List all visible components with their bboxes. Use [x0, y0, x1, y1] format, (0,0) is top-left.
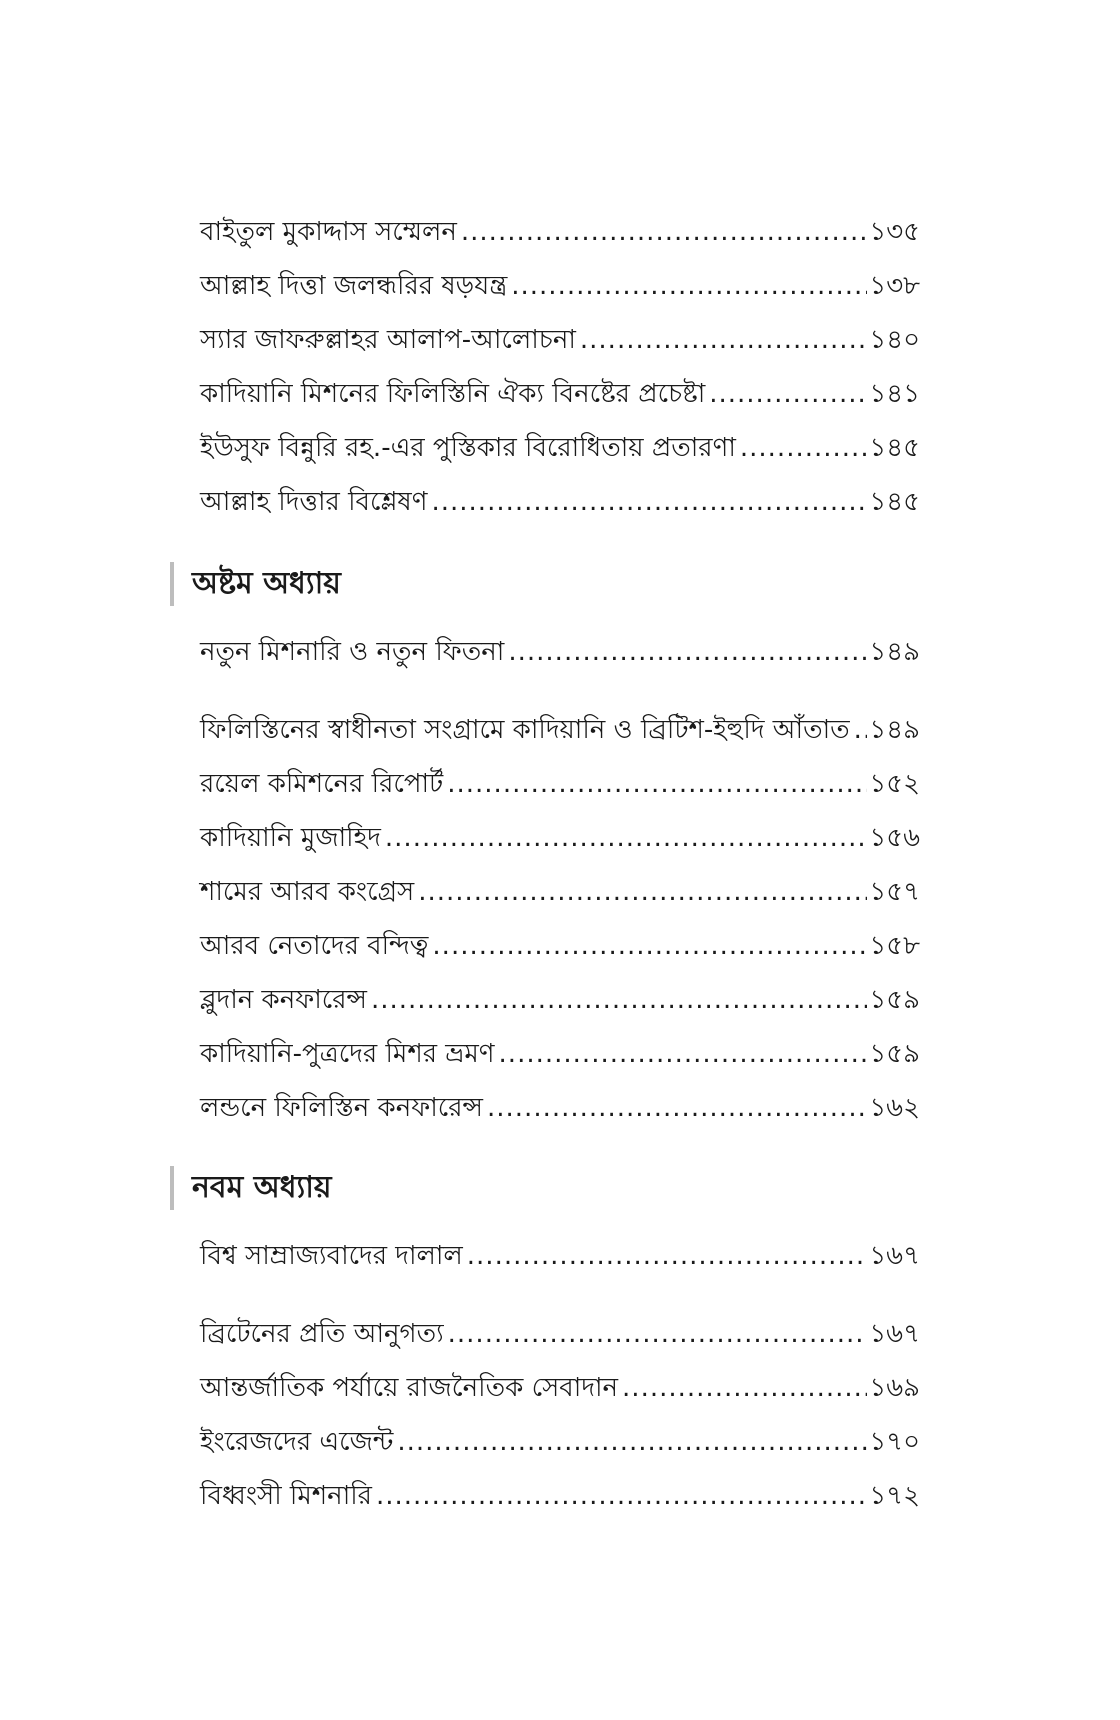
toc-entry-page: ১৪৯: [869, 715, 920, 745]
dot-leader: [397, 1422, 867, 1462]
toc-entry: [200, 482, 920, 522]
chapter-heading: অষ্টম অধ্যায়: [170, 562, 341, 606]
toc-entry-page: ১৫২: [869, 769, 920, 799]
dot-leader: [448, 1314, 868, 1354]
toc-entry-page: ১৭২: [869, 1481, 920, 1511]
toc-entry-title: কাদিয়ানি মুজাহিদ: [200, 823, 381, 853]
toc-entry: [200, 818, 920, 858]
toc-entry-page: ১৬৭: [869, 1319, 920, 1349]
dot-leader: [580, 320, 867, 360]
toc-entry-title: ইংরেজদের এজেন্ট: [200, 1427, 394, 1457]
toc-entry-title: ফিলিস্তিনের স্বাধীনতা সংগ্রামে কাদিয়ানি ও ব্রিটিশ-ইহুদি আঁতাত: [200, 715, 850, 745]
dot-leader: [461, 212, 867, 252]
toc-entry-page: ১৪১: [869, 379, 920, 409]
dot-leader: [431, 482, 867, 522]
toc-entry: [200, 1034, 920, 1074]
dot-leader: [432, 926, 867, 966]
dot-leader: [499, 1034, 868, 1074]
toc-entry-title: রয়েল কমিশনের রিপোর্ট: [200, 769, 444, 799]
toc-entry: [200, 1422, 920, 1462]
toc-entry-title: বিশ্ব সাম্রাজ্যবাদের দালাল: [200, 1241, 463, 1271]
toc-entry: [200, 212, 920, 252]
dot-leader: [371, 980, 867, 1020]
toc-entry-title: আরব নেতাদের বন্দিত্ব: [200, 931, 429, 961]
chapter-heading: নবম অধ্যায়: [170, 1166, 332, 1210]
toc-entry: [200, 428, 920, 468]
toc-entry-title: কাদিয়ানি মিশনের ফিলিস্তিনি ঐক্য বিনষ্টের প্রচেষ্টা: [200, 379, 706, 409]
toc-entry-page: ১৫৯: [869, 985, 920, 1015]
toc-entry: [200, 1476, 920, 1516]
toc-entry-page: ১৬৭: [869, 1241, 920, 1271]
toc-entry-title: কাদিয়ানি-পুত্রদের মিশর ভ্রমণ: [200, 1039, 495, 1069]
toc-entry-title: আন্তর্জাতিক পর্যায়ে রাজনৈতিক সেবাদান: [200, 1373, 619, 1403]
toc-entry-title: ইউসুফ বিন্নুরি রহ.-এর পুস্তিকার বিরোধিতায় প্রতারণা: [200, 433, 736, 463]
toc-entry-page: ১৪৯: [869, 637, 920, 667]
toc-entry-title: স্যার জাফরুল্লাহর আলাপ-আলোচনা: [200, 325, 576, 355]
toc-entry: [200, 1314, 920, 1354]
toc-entry-title: শামের আরব কংগ্রেস: [200, 877, 415, 907]
toc-entry-title: বাইতুল মুকাদ্দাস সম্মেলন: [200, 217, 457, 247]
toc-entry: [200, 872, 920, 912]
dot-leader: [376, 1476, 867, 1516]
toc-entry-page: ১৪৫: [869, 433, 920, 463]
dot-leader: [622, 1368, 867, 1408]
chapter-lead-entry: [200, 632, 920, 672]
toc-entry-title: আল্লাহ দিত্তা জলন্ধরির ষড়যন্ত্র: [200, 271, 508, 301]
toc-entry-page: ১৩৮: [869, 271, 920, 301]
toc-entry-page: ১৬২: [869, 1093, 920, 1123]
toc-entry-page: ১৫৮: [869, 931, 920, 961]
toc-entry: [200, 710, 920, 750]
toc-entry-title: নতুন মিশনারি ও নতুন ফিতনা: [200, 637, 505, 667]
toc-entry-title: ব্লুদান কনফারেন্স: [200, 985, 367, 1015]
toc-entry-page: ১৪০: [869, 325, 920, 355]
dot-leader: [740, 428, 868, 468]
toc-entry-title: আল্লাহ দিত্তার বিশ্লেষণ: [200, 487, 428, 517]
toc-entry-page: ১৬৯: [869, 1373, 920, 1403]
dot-leader: [418, 872, 867, 912]
toc-entry-page: ১৪৫: [869, 487, 920, 517]
toc-entry-title: বিধ্বংসী মিশনারি: [200, 1481, 372, 1511]
dot-leader: [447, 764, 867, 804]
dot-leader: [467, 1236, 868, 1276]
toc-entry-page: ১৫৯: [869, 1039, 920, 1069]
toc-entry: [200, 1088, 920, 1128]
dot-leader: [385, 818, 867, 858]
toc-entry-page: ১৫৭: [869, 877, 920, 907]
toc-entry-title: লন্ডনে ফিলিস্তিন কনফারেন্স: [200, 1093, 483, 1123]
toc-entry: [200, 266, 920, 306]
toc-entry: [200, 926, 920, 966]
toc-entry-page: ১৩৫: [869, 217, 920, 247]
dot-leader: [709, 374, 867, 414]
toc-entry-page: ১৫৬: [869, 823, 920, 853]
dot-leader: [508, 632, 867, 672]
toc-entry-title: ব্রিটেনের প্রতি আনুগত্য: [200, 1319, 444, 1349]
toc-entry: [200, 1368, 920, 1408]
toc-entry: [200, 764, 920, 804]
toc-entry: [200, 374, 920, 414]
toc-entry: [200, 980, 920, 1020]
chapter-lead-entry: [200, 1236, 920, 1276]
dot-leader: [511, 266, 867, 306]
dot-leader: [854, 710, 868, 750]
dot-leader: [487, 1088, 867, 1128]
toc-entry: [200, 320, 920, 360]
toc-entry-page: ১৭০: [869, 1427, 920, 1457]
